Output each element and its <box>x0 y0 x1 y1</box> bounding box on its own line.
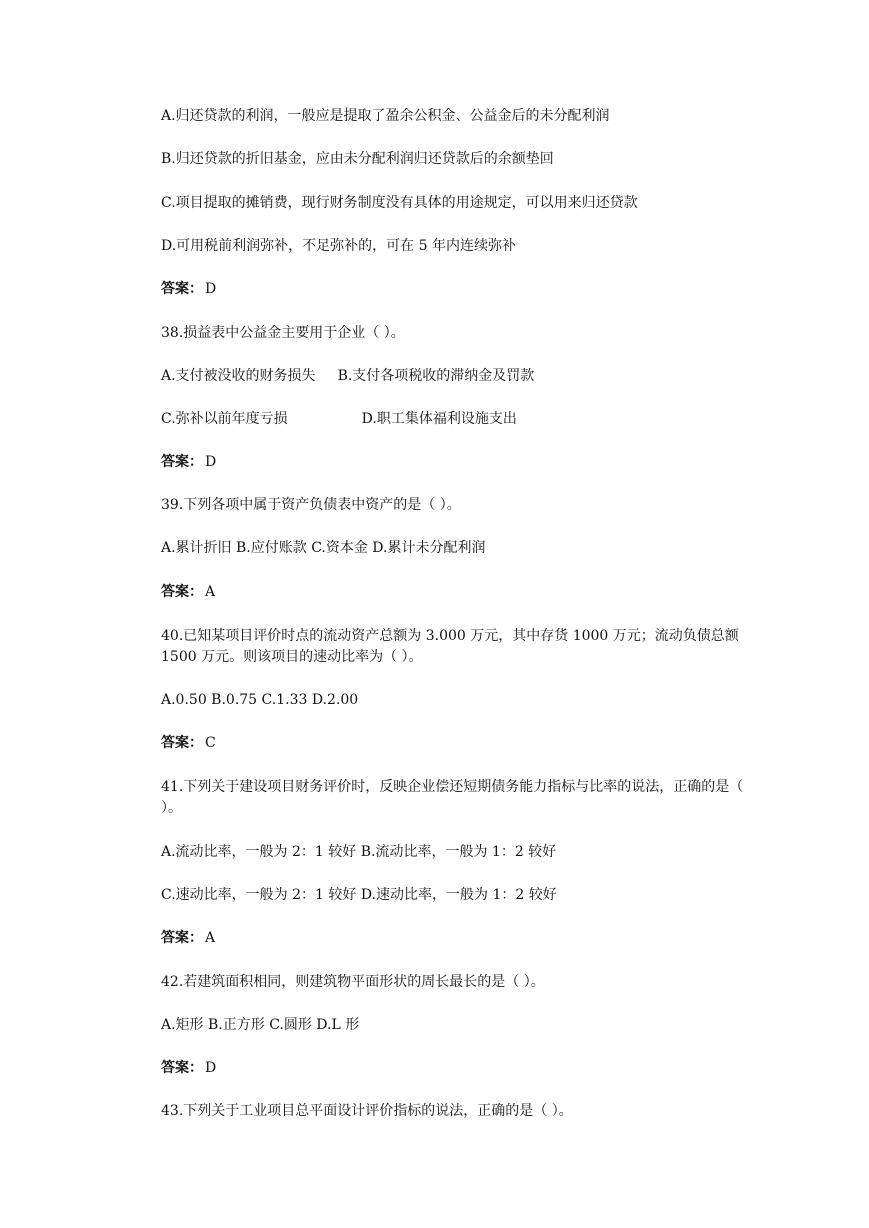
q42-question: 42.若建筑面积相同，则建筑物平面形状的周长最长的是（ ）。 <box>161 974 545 990</box>
q40-options: A.0.50 B.0.75 C.1.33 D.2.00 <box>161 692 359 708</box>
answer-label: 答案： <box>161 1060 203 1076</box>
answer-value: A <box>205 584 216 600</box>
answer-value: C <box>205 735 216 751</box>
q38-option-c: C.弥补以前年度亏损 <box>161 411 288 427</box>
q41-options-cd: C.速动比率，一般为 2：1 较好 D.速动比率，一般为 1：2 较好 <box>161 887 557 903</box>
answer-label: 答案： <box>161 735 203 751</box>
q39-question: 39.下列各项中属于资产负债表中资产的是（ ）。 <box>161 497 461 513</box>
q38-options-cd <box>161 406 759 432</box>
q38-question: 38.损益表中公益金主要用于企业（ ）。 <box>161 325 405 341</box>
answer-label: 答案： <box>161 281 203 297</box>
answer-label: 答案： <box>161 454 203 470</box>
answer-value: D <box>205 281 217 297</box>
q39-options: A.累计折旧 B.应付账款 C.资本金 D.累计未分配利润 <box>161 540 486 556</box>
q42-options: A.矩形 B.正方形 C.圆形 D.L 形 <box>161 1017 360 1033</box>
q39-answer <box>161 579 759 605</box>
answer-value: A <box>205 930 216 946</box>
q38-answer <box>161 449 759 475</box>
q43-question: 43.下列关于工业项目总平面设计评价指标的说法，正确的是（ ）。 <box>161 1103 573 1119</box>
q40-answer <box>161 730 759 756</box>
q41-question: 41.下列关于建设项目财务评价时，反映企业偿还短期债务能力指标与比率的说法，正确的是（ ）。 <box>161 779 744 816</box>
q38-option-a: A.支付被没收的财务损失 <box>161 368 316 384</box>
q42-answer <box>161 1055 759 1081</box>
q41-options-ab: A.流动比率，一般为 2：1 较好 B.流动比率，一般为 1：2 较好 <box>161 844 557 860</box>
q38-option-d: D.职工集体福利设施支出 <box>361 411 517 427</box>
q37-option-b: B.归还贷款的折旧基金，应由未分配利润归还贷款后的余额垫回 <box>161 151 554 167</box>
q41-answer <box>161 925 759 951</box>
q37-option-c: C.项目提取的摊销费，现行财务制度没有具体的用途规定，可以用来归还贷款 <box>161 195 638 211</box>
q38-options-ab <box>161 363 759 389</box>
q38-option-b: B.支付各项税收的滞纳金及罚款 <box>337 368 535 384</box>
answer-label: 答案： <box>161 584 203 600</box>
q37-option-a: A.归还贷款的利润，一般应是提取了盈余公积金、公益金后的未分配利润 <box>161 108 610 124</box>
q40-question: 40.已知某项目评价时点的流动资产总额为 3.000 万元，其中存货 1000 万元；流动负债总额 1500 万元。则该项目的速动比率为（ ）。 <box>161 628 739 665</box>
q37-option-d: D.可用税前利润弥补，不足弥补的，可在 5 年内连续弥补 <box>161 238 516 254</box>
q37-answer <box>161 276 759 302</box>
answer-value: D <box>205 454 217 470</box>
answer-value: D <box>205 1060 217 1076</box>
answer-label: 答案： <box>161 930 203 946</box>
